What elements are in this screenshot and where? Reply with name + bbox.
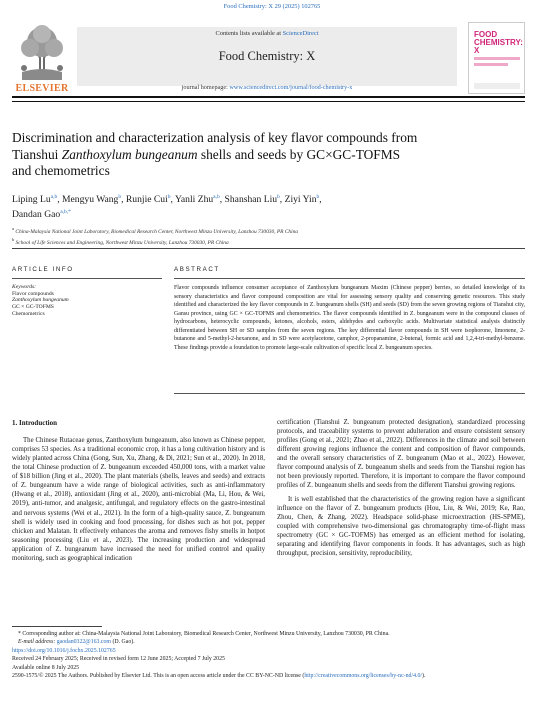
affiliation-marker: b xyxy=(12,236,15,242)
affiliations xyxy=(12,225,512,247)
keywords-label: Keywords: xyxy=(12,284,37,290)
author-affiliation-marker[interactable]: a,b,* xyxy=(60,209,71,216)
body-column-right xyxy=(277,418,525,558)
author-entry[interactable] xyxy=(62,194,126,205)
contents-line xyxy=(77,30,457,37)
body-column-left xyxy=(12,436,265,563)
author-separator: , xyxy=(121,194,126,206)
license-link[interactable]: http://creativecommons.org/licenses/by-nc-nd/4.0/ xyxy=(304,673,423,680)
paragraph: It is well established that the characteristics of the growing region have a significant influence on the flavor of Z. bungeanum products (Hou, Liu, & Wei, 2019; Ke, Rao, Zhou, Chen, & Zhang, 2022). Headspace solid-phase microextraction (HS-SPME), coupled with comprehensive two-dimensional gas chromatography time-of-flight mass spectrometry (GC × GC-TOFMS) has emerged as an efficient method for isolating, separating and identifying flavor components in foods. It has advantages, such as high throughput, precision, sensitivity, reproducibility, xyxy=(277,495,525,557)
title-line-1: Discrimination and characterization analysis of key flavor compounds from xyxy=(12,130,418,145)
paragraph: The Chinese Rutaceae genus, Zanthoxylum bungeanum, also known as Chinese pepper, comprises 53 species. As a traditional economic crop, it has a long cultivation history and is widely planted across China (Gong, Sun, Xu, Zhang, & Di, 2021; Sun et al., 2020). In 2018, the total Chinese production of Z. bungeanum exceeded 450,000 tons, with a market value of $18 billion (Jing et al., 2020). The plant materials (shells, leaves and seeds) and extracts of Z. bungeanum have a wide range of biological activities, such as anti-inflammatory (Hwang et al., 2018), antioxidant (Jing et al., 2020), anti-microbial (Ma, Li, Hou, & Wei, 2019), anti-tumor, and analgesic, antifungal, and regulatory effects on the gastro-intestinal and nervous systems (Wei et al., 2021). In the form of a high-quality sauce, Z. bungeanum shell is widely used in cooking and food processing, for dishes such as hot pot, pepper chicken and Malatan. It effectively enhances the aroma and removes fishy smells in hotpot seasoning processing (Liu et al., 2023). The increasing production and widespread application of Z. bungeanum have increased the need for unified control and quality monitoring, such as geographical indication xyxy=(12,437,265,562)
keyword-item[interactable]: GC × GC-TOFMS xyxy=(12,304,54,311)
license-end: ). xyxy=(422,673,426,680)
section-heading-introduction: 1. Introduction xyxy=(12,419,57,427)
author-entry[interactable] xyxy=(285,194,322,205)
masthead-rule xyxy=(12,101,525,102)
elsevier-tree-icon xyxy=(12,22,72,82)
masthead-banner xyxy=(77,27,457,86)
keyword-item[interactable] xyxy=(12,297,162,304)
journal-homepage-link[interactable]: www.sciencedirect.com/journal/food-chemistry-x xyxy=(229,84,353,91)
publisher-name: ELSEVIER xyxy=(15,83,69,94)
footnotes xyxy=(12,630,525,680)
author-affiliation-marker[interactable]: b xyxy=(316,194,320,200)
elsevier-logo[interactable] xyxy=(12,22,72,94)
paragraph: certification (Tianshui Z. bungeanum protected designation), standardized processing protocols, and traceability systems to prevent adulteration and ensure consistent sensory profiles (Gong et al., 2021; Zhao et al., 2022). Differences in the climate and soil between different growing regions influence the content and composition of flavor compounds, and the overall sensory characteristics of Z. bungeanum (Mao et al., 2022). However, flavor compound analysis of Z. bungeanum shells and seeds from the Tianshui region has not been previously reported. Therefore, it is important to compare the flavor compound profiles of Z. bungeanum shells and seeds from the different Tianshui growing regions. xyxy=(277,419,525,490)
email-suffix: (D. Gao). xyxy=(110,639,135,646)
title-line-2-end: shells and seeds by GC×GC-TOFMS xyxy=(197,146,401,162)
author-separator: , xyxy=(170,194,175,206)
abstract-text: Flavor compounds influence consumer acceptance of Zanthoxylum bungeanum Maxim (Chinese pepper) berries, so detailed knowledge of its sensory characteristics and flavor compound composition are vital for assessing sensory quality and conserving genetic resources. This study identified and characterized the key flavor compounds in Z. bungeanum shells (SH) and seeds (SD) from the seven growing regions of Tianshui city, Gansu province, using GC × GC-TOFMS and chemometrics. The flavor compounds identified in Z. bungeanum were in the compound classes of hydrocarbons, heterocyclic compounds, ketones, alcohols, esters, aldehydes and carboxylic acids. Multivariate statistical analysis distinctly differentiated between SH or SD samples from the seven regions. The key differential flavor compounds in SH were isophorone, limonene, 2-butanone and 5-methyl-2-hexanone, and in SD were acetylacetone, camphor, 2-propanamine, 2-butenal, formic acid and 1,2,4-tri-methyl-benzene. These findings provide a foundation to promote large-scale cultivation of specific local Z. bungeanum species. xyxy=(174,278,525,352)
author-entry[interactable] xyxy=(175,194,225,205)
cover-footer xyxy=(474,83,520,89)
title-species-name: Zanthoxylum bungeanum xyxy=(61,146,198,162)
article-info-panel xyxy=(12,278,162,318)
corresponding-author-note: * Corresponding author at: China-Malaysia National Joint Laboratory, Biomedical Research Center, Northwest Minzu University, Lanzhou 730030, PR China. xyxy=(18,631,390,637)
license-text: 2590-1575/© 2025 The Authors. Published by Elsevier Ltd. This is an open access article under the CC BY-NC-ND license ( xyxy=(12,673,305,680)
online-date: Available online 8 July 2025 xyxy=(12,664,80,671)
author-name: Dandan Gao xyxy=(12,209,61,221)
author-entry[interactable] xyxy=(12,194,62,205)
contents-prefix: Contents lists available at xyxy=(215,30,283,37)
homepage-prefix: journal homepage: xyxy=(181,84,230,91)
author-list xyxy=(12,191,512,221)
title-line-3: and chemometrics xyxy=(12,163,110,178)
affiliation-item xyxy=(12,236,512,247)
email-label: E-mail address: xyxy=(18,639,57,646)
article-title xyxy=(12,130,512,180)
author-affiliation-marker[interactable]: b xyxy=(277,194,280,200)
header-divider xyxy=(12,248,525,249)
affiliation-item xyxy=(12,225,512,236)
affiliation-text: China-Malaysia National Joint Laboratory, Biomedical Research Center, Northwest Minzu University, Lanzhou 730030, PR China xyxy=(15,228,299,235)
masthead-rule xyxy=(12,96,525,98)
author-name: Runjie Cui xyxy=(125,194,168,206)
keyword-item[interactable]: Chemometrics xyxy=(12,310,45,317)
author-name: Liping Lu xyxy=(12,194,51,206)
abstract-heading: ABSTRACT xyxy=(174,266,220,273)
article-info-heading: ARTICLE INFO xyxy=(12,266,74,273)
author-name: Mengyu Wang xyxy=(62,194,119,206)
email-note xyxy=(12,638,525,646)
author-affiliation-marker[interactable]: a,b xyxy=(213,194,220,200)
author-affiliation-marker[interactable]: b xyxy=(118,194,122,200)
author-separator: , xyxy=(57,194,63,206)
doi-link[interactable]: https://doi.org/10.1016/j.fochx.2025.102765 xyxy=(12,647,116,654)
cover-decoration xyxy=(474,63,508,66)
received-dates: Received 24 February 2025; Received in revised form 12 June 2025; Accepted 7 July 2025 xyxy=(12,656,225,663)
footnote-rule xyxy=(12,626,102,627)
author-separator: , xyxy=(319,194,322,206)
journal-reference[interactable]: Food Chemistry: X 29 (2025) 102765 xyxy=(223,3,321,10)
author-entry[interactable] xyxy=(126,194,175,205)
journal-title: Food Chemistry: X xyxy=(218,49,316,63)
affiliation-text: School of Life Sciences and Engineering, Northwest Minzu University, Lanzhou 730030, PR China xyxy=(15,239,229,246)
author-name: Yanli Zhu xyxy=(174,194,214,206)
author-affiliation-marker[interactable]: a,b xyxy=(50,194,58,200)
author-separator: , xyxy=(219,194,225,206)
journal-cover-thumbnail[interactable] xyxy=(468,22,525,94)
title-line-2-start: Tianshui xyxy=(12,146,62,162)
keyword-item[interactable]: Flavor compounds xyxy=(12,290,54,297)
author-entry[interactable] xyxy=(12,209,71,220)
journal-masthead xyxy=(12,22,525,94)
author-separator: , xyxy=(279,194,285,206)
affiliation-marker: a xyxy=(12,226,14,231)
abstract-divider xyxy=(174,393,525,394)
cover-decoration xyxy=(474,57,520,60)
email-link[interactable]: gaodan0322@163.com xyxy=(56,639,111,646)
homepage-line xyxy=(77,84,457,91)
sciencedirect-link[interactable]: ScienceDirect xyxy=(282,30,319,37)
author-entry[interactable] xyxy=(225,194,285,205)
cover-title: FOOD CHEMISTRY: X xyxy=(474,30,523,55)
author-affiliation-marker[interactable]: b xyxy=(167,194,171,200)
license-note xyxy=(12,672,525,680)
keyword-text: Zanthoxylum bungeanum xyxy=(12,297,69,304)
author-name: Shanshan Liu xyxy=(224,194,278,206)
author-name: Ziyi Yin xyxy=(284,194,317,206)
